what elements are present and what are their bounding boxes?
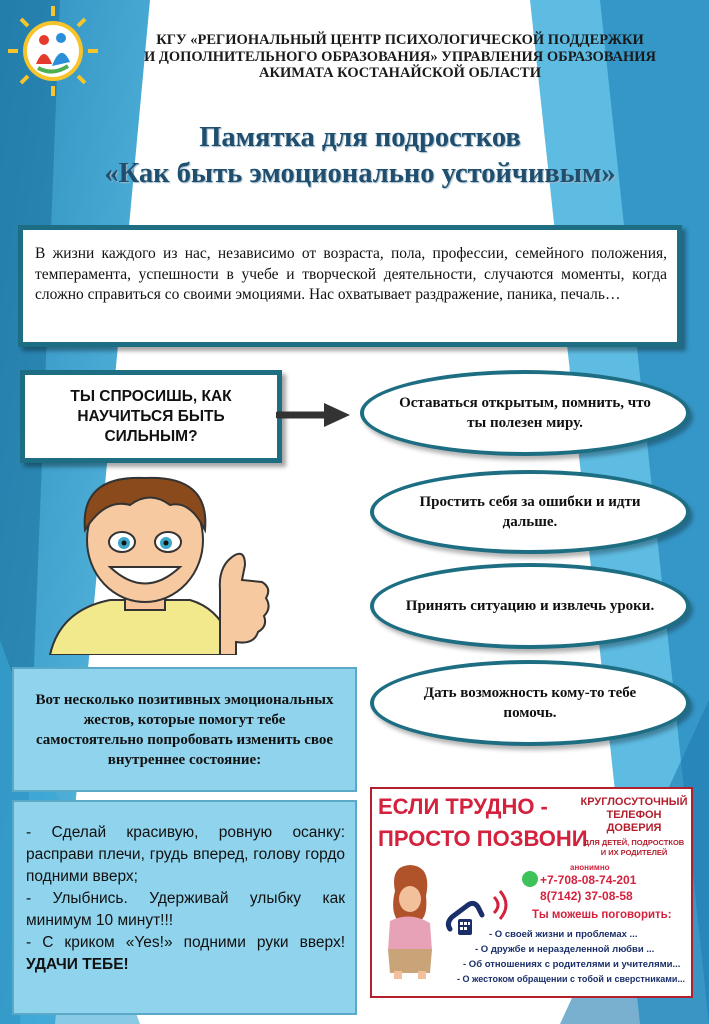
hotline-title-2: ПРОСТО ПОЗВОНИ xyxy=(378,826,588,851)
advice-text: Оставаться открытым, помнить, что ты полезен миру. xyxy=(399,395,651,431)
question-text: ТЫ СПРОСИШЬ, КАК НАУЧИТЬСЯ БЫТЬ СИЛЬНЫМ? xyxy=(70,387,232,445)
signal-waves-icon xyxy=(490,887,516,923)
advice-oval xyxy=(360,370,690,456)
hotline-phone-2: 8(7142) 37-08-58 xyxy=(540,889,633,903)
hotline-talk-title: Ты можешь поговорить: xyxy=(532,909,672,921)
question-box xyxy=(20,370,282,463)
header-line: КГУ «РЕГИОНАЛЬНЫЙ ЦЕНТР ПСИХОЛОГИЧЕСКОЙ ПОДДЕРЖКИ xyxy=(156,32,644,48)
sad-girl-illustration xyxy=(380,861,440,981)
hotline-title-1: ЕСЛИ ТРУДНО - xyxy=(378,794,548,819)
hotline-round-the-clock: КРУГЛОСУТОЧНЫЙ xyxy=(580,796,688,808)
advice-oval xyxy=(370,470,690,554)
advice-oval xyxy=(370,660,690,746)
hotline-topics xyxy=(457,927,692,987)
hotline-topic: - О дружбе и неразделенной любви ... xyxy=(475,944,655,955)
cartoon-boy-thumbs-up xyxy=(40,470,275,655)
advice-text: Дать возможность кому-то тебе помочь. xyxy=(423,685,637,721)
whatsapp-icon xyxy=(522,871,538,887)
tip-text: - С криком «Yes!» подними руки вверх! xyxy=(26,934,345,951)
hotline-phone-label: ТЕЛЕФОН ДОВЕРИЯ xyxy=(606,809,662,834)
header-line: АКИМАТА КОСТАНАЙСКОЙ ОБЛАСТИ xyxy=(258,65,541,81)
hotline-banner xyxy=(370,787,693,998)
tip-item: - Улыбнись. Удерживай улыбку как минимум 10 минут!!! xyxy=(26,890,345,929)
title-line: «Как быть эмоционально устойчивым» xyxy=(104,158,616,189)
hotline-topic: - О своей жизни и проблемах ... xyxy=(489,929,638,940)
hotline-phone-1: +7-708-08-74-201 xyxy=(540,873,637,887)
hotline-anonymous: анонимно xyxy=(570,863,610,872)
advice-text: Простить себя за ошибки и идти дальше. xyxy=(419,494,641,530)
title-line: Памятка для подростков xyxy=(199,122,521,153)
positive-gestures-text: Вот несколько позитивных эмоциональных жестов, которые помогут тебе самостоятельно попробовать изменить свое внутреннее состояние: xyxy=(35,691,334,768)
advice-oval xyxy=(370,563,690,649)
hotline-topic: - О жестоком обращении с тобой и сверстниками... xyxy=(457,974,685,984)
arrow-right-icon xyxy=(276,400,352,430)
tip-emphasis: УДАЧИ ТЕБЕ! xyxy=(26,956,129,973)
logo xyxy=(6,4,100,98)
organization-header xyxy=(110,32,690,82)
page-title xyxy=(40,120,680,192)
advice-text: Принять ситуацию и извлечь уроки. xyxy=(405,598,655,614)
hotline-topic: - Об отношениях с родителями и учителями... xyxy=(463,959,681,970)
positive-gestures-box xyxy=(12,667,357,792)
hotline-audience-1: ДЛЯ ДЕТЕЙ, ПОДРОСТКОВ xyxy=(583,838,685,847)
intro-text: В жизни каждого из нас, независимо от возраста, пола, профессии, семейного положения, темперамента, успешности в учебе и творческой деятельности, случаются моменты, когда сложно справиться со своими эмоциями. Нас охватывает раздражение, паника, печаль… xyxy=(18,225,682,347)
tip-item xyxy=(26,932,345,976)
hotline-audience-2: И ИХ РОДИТЕЛЕЙ xyxy=(600,848,668,857)
header-line: И ДОПОЛНИТЕЛЬНОГО ОБРАЗОВАНИЯ» УПРАВЛЕНИЯ ОБРАЗОВАНИЯ xyxy=(143,48,657,65)
tips-box xyxy=(12,800,357,1015)
tip-item: - Сделай красивую, ровную осанку: расправи плечи, грудь вперед, голову гордо подними вверх; xyxy=(26,824,345,885)
